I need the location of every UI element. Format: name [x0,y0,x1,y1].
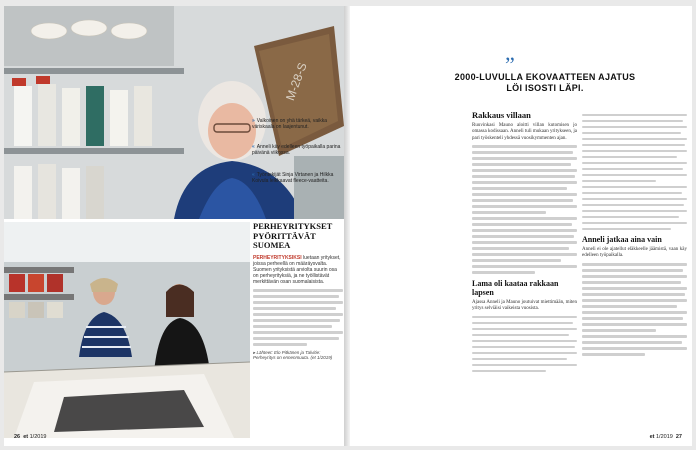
left-page [4,6,344,446]
page-number: 27 [675,434,682,440]
section-heading: Anneli jatkaa aina vain [582,235,662,244]
caption-1: » Valkoinen on yhä tärkeä, vaikka väriskaala on laajentunut. [252,118,328,131]
magazine-brand: et [649,434,655,440]
page-number: 26 [14,434,21,440]
photo-workshop [4,222,250,438]
issue-number: 1/2019 [655,434,673,440]
sidebar-box [253,222,343,361]
sidebar-text-lines [253,289,343,346]
section-heading: Rakkaus villaan [472,110,531,120]
folio-right [650,434,682,440]
quote-mark-icon: ” [505,52,515,77]
photo-portrait-icon [4,6,344,219]
photo-workshop-icon [4,222,250,438]
section-text: Ruuvinkasi Mauno aloitti villan kutomisen jo omassa kodissaan. Anneli tuli mukaan yritykseen, ja pari työskenteli yhdessä vuosikymmenten ajan. [472,123,577,141]
sidebar-lead: PERHEYRITYKSIKSI [253,254,302,261]
caption-arrow-icon: « [252,172,255,178]
right-page [350,6,692,446]
section-text: Ajassa Anneli ja Mauno joutuivat miettimään, miten yritys selviäisi vaikeista vuosista. [472,299,577,311]
folio-left [14,434,46,440]
caption-2: « Anneli käy edelleen työpaikalla parina päivänä viikossa. [252,144,341,157]
article-text-lines [582,114,687,231]
caption-3: « Työntekijät Sinja Virtanen ja Hilkka Koivula leikkaavat fleece-vaatteita. [252,172,334,185]
magazine-brand: et [23,434,29,440]
issue-number: 1/2019 [29,434,47,440]
sidebar-body: luetaan yritykset, joissa perheellä on määräysvalta. Suomen yrityksistä arviolta suurin osa on perheyrityksiä, ja ne työllistävät merkittävän osan suomalaisista. [253,254,341,286]
caption-arrow-icon: » [252,118,255,124]
article-text-lines [582,263,687,356]
section-text: Anneli ei ole ajatellut eläkkeelle jäämistä, vaan käy edelleen työpaikalla. [582,247,687,259]
pull-quote: 2000-LUVULLA EKOVAATTEEN AJATUS LÖI ISOSTI LÄPI. [454,72,636,93]
caption-arrow-icon: « [252,144,255,150]
article-text-lines [472,145,577,274]
article-column-2 [582,110,687,359]
article-text-lines [472,316,577,373]
article-column-1 [472,110,577,376]
svg-text:M-28-S: M-28-S [283,60,310,103]
sidebar-title: PERHEYRITYKSET PYÖRITTÄVÄT SUOMEA [253,221,333,250]
sidebar-text [253,255,343,286]
sidebar-footnote: ▸ Lähteet: Elo Pitkänen ja Talvitie: Perheyritys on ennenmuuta. (et 1/2019) [253,349,333,361]
footnote-arrow-icon: ▸ [253,349,257,355]
section-heading: Lama oli kaataa rakkaan lapsen [472,278,559,297]
photo-portrait [4,6,344,219]
